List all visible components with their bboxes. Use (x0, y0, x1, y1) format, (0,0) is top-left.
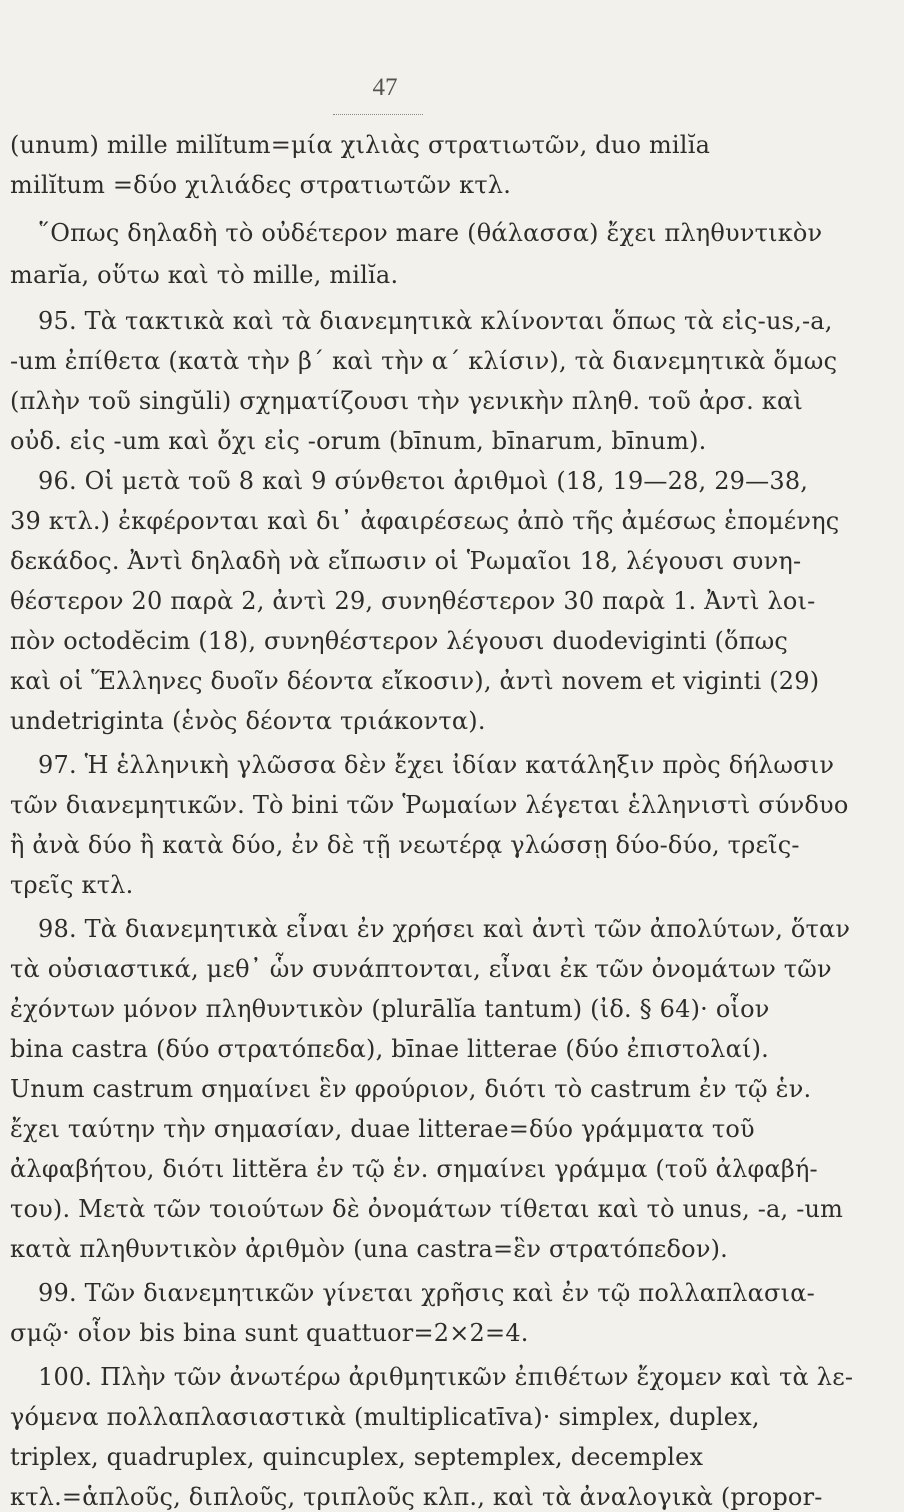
text-line: θέστερον 20 παρὰ 2, ἀντὶ 29, συνηθέστερον 30 παρὰ 1. Ἀντὶ λοι- (10, 587, 816, 615)
text-line: τὰ οὐσιαστικά, μεθ᾽ ὧν συνάπτονται, εἶναι ἐκ τῶν ὀνομάτων τῶν (10, 955, 832, 983)
text-line: Unum castrum σημαίνει ἓν φρούριον, διότι τὸ castrum ἐν τῷ ἑν. (10, 1075, 812, 1103)
text-line: -um ἐπίθετα (κατὰ τὴν β΄ καὶ τὴν α΄ κλίσιν), τὰ διανεμητικὰ ὅμως (10, 347, 838, 375)
text-line: ἢ ἀνὰ δύο ἢ κατὰ δύο, ἐν δὲ τῇ νεωτέρᾳ γλώσσῃ δύο-δύο, τρεῖς- (10, 831, 800, 859)
text-line: ἀλφαβήτου, διότι littĕra ἐν τῷ ἑν. σημαίνει γράμμα (τοῦ ἀλφαβή- (10, 1155, 818, 1183)
text-line: σμῷ· οἷον bis bina sunt quattuor=2×2=4. (10, 1319, 529, 1347)
text-line: ἐχόντων μόνον πληθυντικὸν (plurālĭa tantum) (ἰδ. § 64)· οἷον (10, 995, 770, 1023)
text-line: triplex, quadruplex, quincuplex, septemplex, decemplex (10, 1443, 704, 1471)
page-number: 47 (372, 74, 398, 101)
text-line: 96. Οἱ μετὰ τοῦ 8 καὶ 9 σύνθετοι ἀριθμοὶ (18, 19—28, 29—38, (38, 467, 809, 495)
text-line: (unum) mille milĭtum=μία χιλιὰς στρατιωτῶν, duo milĭa (10, 131, 711, 159)
text-line: ἔχει ταύτην τὴν σημασίαν, duae litterae=δύο γράμματα τοῦ (10, 1115, 755, 1143)
text-line: marĭa, οὕτω καὶ τὸ mille, milĭa. (10, 261, 399, 289)
text-line: γόμενα πολλαπλασιαστικὰ (multiplicatīva)· simplex, duplex, (10, 1403, 760, 1431)
page-number-rule (333, 114, 423, 115)
text-line: bina castra (δύο στρατόπεδα), bīnae litterae (δύο ἐπιστολαί). (10, 1035, 769, 1063)
text-line: ῞Οπως δηλαδὴ τὸ οὐδέτερον mare (θάλασσα) ἔχει πληθυντικὸν (38, 219, 823, 247)
text-line: undetriginta (ἑνὸς δέοντα τριάκοντα). (10, 707, 486, 735)
text-line: 97. Ἡ ἑλληνικὴ γλῶσσα δὲν ἔχει ἰδίαν κατάληξιν πρὸς δήλωσιν (38, 751, 835, 779)
text-line: κατὰ πληθυντικὸν ἀριθμὸν (una castra=ἓν στρατόπεδον). (10, 1235, 729, 1263)
text-line: 95. Τὰ τακτικὰ καὶ τὰ διανεμητικὰ κλίνονται ὅπως τὰ εἰς-us,-a, (38, 307, 833, 335)
text-line: τῶν διανεμητικῶν. Τὸ bini τῶν Ῥωμαίων λέγεται ἑλληνιστὶ σύνδυο (10, 791, 849, 819)
text-line: οὐδ. εἰς -um καὶ ὄχι εἰς -orum (bīnum, bīnarum, bīnum). (10, 427, 707, 455)
text-line: καὶ οἱ Ἕλληνες δυοῖν δέοντα εἴκοσιν), ἀντὶ novem et viginti (29) (10, 667, 820, 695)
text-line: πὸν octodĕcim (18), συνηθέστερον λέγουσι duodeviginti (ὅπως (10, 627, 789, 655)
text-line: milĭtum =δύο χιλιάδες στρατιωτῶν κτλ. (10, 171, 512, 199)
text-line: 39 κτλ.) ἐκφέρονται καὶ δι᾽ ἀφαιρέσεως ἀπὸ τῆς ἀμέσως ἑπομένης (10, 507, 840, 535)
text-line: 99. Τῶν διανεμητικῶν γίνεται χρῆσις καὶ ἐν τῷ πολλαπλασια- (38, 1279, 815, 1307)
text-line: 100. Πλὴν τῶν ἀνωτέρω ἀριθμητικῶν ἐπιθέτων ἔχομεν καὶ τὰ λε- (38, 1363, 854, 1391)
text-line: του). Μετὰ τῶν τοιούτων δὲ ὀνομάτων τίθεται καὶ τὸ unus, -a, -um (10, 1195, 844, 1223)
text-line: δεκάδος. Ἀντὶ δηλαδὴ νὰ εἴπωσιν οἱ Ῥωμαῖοι 18, λέγουσι συνη- (10, 547, 802, 575)
text-line: κτλ.=ἁπλοῦς, διπλοῦς, τριπλοῦς κλπ., καὶ τὰ ἀναλογικὰ (propor- (10, 1483, 823, 1511)
text-line: (πλὴν τοῦ singŭli) σχηματίζουσι τὴν γενικὴν πληθ. τοῦ ἀρσ. καὶ (10, 387, 804, 415)
text-line: τρεῖς κτλ. (10, 871, 134, 899)
text-line: 98. Τὰ διανεμητικὰ εἶναι ἐν χρήσει καὶ ἀντὶ τῶν ἀπολύτων, ὅταν (38, 915, 851, 943)
